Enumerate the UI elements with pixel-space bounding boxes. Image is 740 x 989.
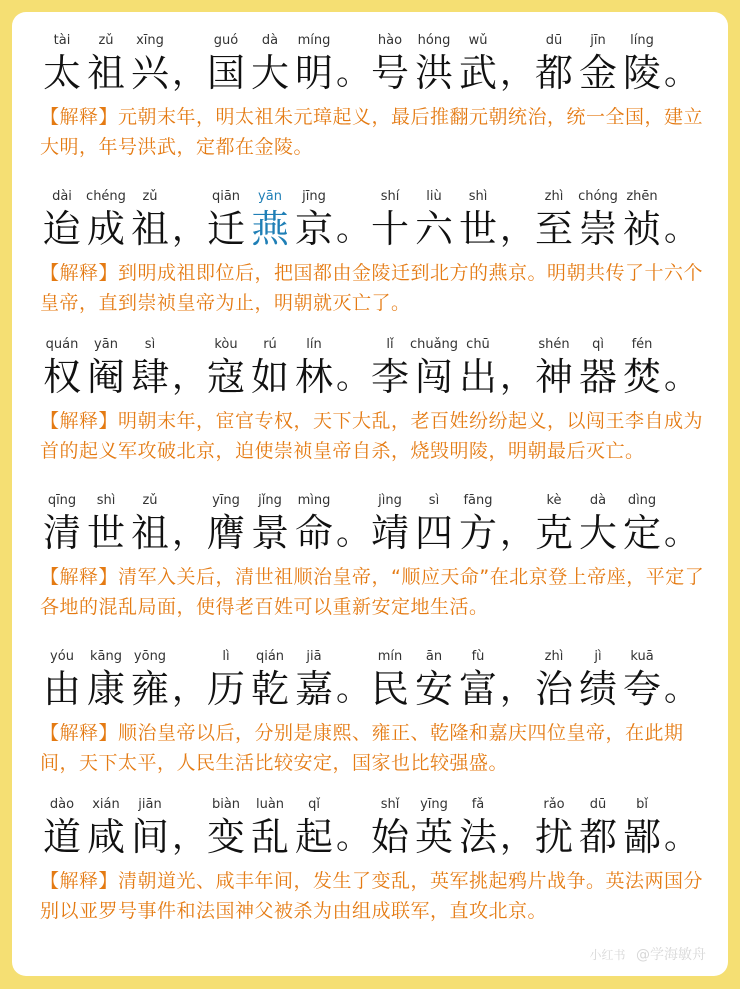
character [292, 32, 336, 96]
hanzi: 国 [206, 51, 245, 95]
pinyin: jīn [590, 33, 606, 48]
pinyin: xián [92, 797, 120, 812]
hanzi: 祖 [130, 511, 169, 555]
punctuation: ， [172, 669, 206, 709]
character [40, 648, 84, 712]
pinyin: shì [468, 189, 488, 204]
character [620, 648, 664, 712]
hanzi: 康 [86, 667, 125, 711]
explanation [40, 102, 710, 162]
character [412, 188, 456, 252]
character [620, 336, 664, 400]
hanzi: 由 [42, 667, 81, 711]
hanzi: 法 [458, 815, 497, 859]
hanzi: 器 [578, 355, 617, 399]
character [248, 188, 292, 252]
punctuation: ， [500, 669, 534, 709]
character [84, 32, 128, 96]
character [128, 32, 172, 96]
explanation-tag: 【解释】 [40, 870, 119, 892]
hanzi: 号 [370, 51, 409, 95]
character [532, 336, 576, 400]
character [292, 648, 336, 712]
character [204, 188, 248, 252]
pinyin: kuā [630, 649, 654, 664]
pinyin: biàn [211, 797, 241, 812]
character [368, 188, 412, 252]
phrase [40, 336, 204, 400]
verse-line [40, 336, 710, 400]
character [620, 796, 664, 860]
character [456, 648, 500, 712]
hanzi: 京 [294, 207, 333, 251]
hanzi: 明 [294, 51, 333, 95]
pinyin: chū [466, 337, 490, 352]
phrase [532, 492, 696, 556]
character [292, 492, 336, 556]
pinyin: fù [471, 649, 485, 664]
hanzi: 间 [130, 815, 169, 859]
hanzi: 寇 [206, 355, 245, 399]
pinyin: lín [306, 337, 322, 352]
hanzi: 祖 [86, 51, 125, 95]
character [292, 796, 336, 860]
character [248, 32, 292, 96]
character [576, 32, 620, 96]
punctuation: 。 [664, 669, 698, 709]
hanzi: 金 [578, 51, 617, 95]
watermark-author: @学海敏舟 [636, 947, 706, 963]
explanation [40, 866, 710, 926]
character [128, 796, 172, 860]
hanzi: 雍 [130, 667, 169, 711]
pinyin: jìng [378, 493, 402, 508]
punctuation: 。 [336, 53, 370, 93]
hanzi: 克 [534, 511, 573, 555]
pinyin: dà [589, 493, 607, 508]
phrase [40, 648, 204, 712]
pinyin: zǔ [142, 189, 158, 204]
hanzi: 迨 [42, 207, 81, 251]
pinyin: dìng [627, 493, 657, 508]
verse-line [40, 32, 710, 96]
pinyin: dū [545, 33, 563, 48]
explanation [40, 258, 710, 318]
pinyin: yóu [50, 649, 74, 664]
character [128, 336, 172, 400]
pinyin: dū [589, 797, 607, 812]
phrase [40, 492, 204, 556]
hanzi: 英 [414, 815, 453, 859]
explanation-tag: 【解释】 [40, 262, 119, 284]
character [368, 648, 412, 712]
punctuation: 。 [664, 53, 698, 93]
hanzi: 权 [42, 355, 81, 399]
pinyin: xīng [136, 33, 164, 48]
pinyin: kè [546, 493, 562, 508]
character [84, 188, 128, 252]
phrase [204, 648, 368, 712]
pinyin: qǐ [308, 797, 320, 812]
punctuation: ， [500, 817, 534, 857]
punctuation: ， [500, 513, 534, 553]
pinyin: wǔ [468, 33, 488, 48]
pinyin: qián [255, 649, 285, 664]
hanzi: 阉 [86, 355, 125, 399]
verse-list [40, 32, 710, 952]
explanation-tag: 【解释】 [40, 410, 119, 432]
hanzi: 太 [42, 51, 81, 95]
pinyin: guó [213, 33, 239, 48]
phrase [368, 188, 532, 252]
pinyin: qīng [47, 493, 77, 508]
phrase [204, 188, 368, 252]
pinyin: jiā [306, 649, 322, 664]
character [409, 336, 459, 400]
hanzi: 崇 [578, 207, 617, 251]
phrase [532, 188, 696, 252]
pinyin: zǔ [98, 33, 114, 48]
punctuation: 。 [336, 513, 370, 553]
pinyin: chóng [578, 189, 618, 204]
pinyin: fāng [463, 493, 493, 508]
hanzi: 乾 [250, 667, 289, 711]
punctuation: ， [172, 357, 206, 397]
hanzi: 景 [250, 511, 289, 555]
pinyin: sì [144, 337, 156, 352]
punctuation: 。 [336, 209, 370, 249]
hanzi: 肆 [130, 355, 169, 399]
hanzi: 方 [458, 511, 497, 555]
character [40, 796, 84, 860]
hanzi: 绩 [578, 667, 617, 711]
hanzi: 道 [42, 815, 81, 859]
pinyin: zhì [544, 649, 564, 664]
pinyin: jì [594, 649, 602, 664]
content-card [12, 12, 728, 976]
punctuation: ， [172, 817, 206, 857]
pinyin: dài [52, 189, 72, 204]
character [456, 188, 500, 252]
phrase [368, 336, 532, 400]
pinyin: zhēn [626, 189, 658, 204]
hanzi: 治 [534, 667, 573, 711]
hanzi: 祯 [622, 207, 661, 251]
character [456, 336, 500, 400]
pinyin: yīng [420, 797, 448, 812]
pinyin: qiān [211, 189, 241, 204]
character [40, 492, 84, 556]
pinyin: jīng [302, 189, 326, 204]
punctuation: 。 [664, 513, 698, 553]
hanzi: 富 [458, 667, 497, 711]
verse-block [40, 32, 710, 188]
watermark [590, 944, 706, 964]
character [412, 648, 456, 712]
pinyin: kòu [214, 337, 238, 352]
pinyin: shǐ [380, 797, 400, 812]
pinyin: yōng [133, 649, 167, 664]
character [248, 648, 292, 712]
explanation-text: 明朝末年，宦官专权，天下大乱，老百姓纷纷起义，以闯王李自成为首的起义军攻破北京，迫使崇祯皇帝自杀，烧毁明陵，明朝最后灭亡。 [40, 410, 704, 462]
pinyin: sì [428, 493, 440, 508]
pinyin: luàn [255, 797, 285, 812]
verse-line [40, 492, 710, 556]
hanzi: 武 [458, 51, 497, 95]
phrase [532, 336, 696, 400]
pinyin: lì [222, 649, 230, 664]
verse-line [40, 796, 710, 860]
hanzi: 世 [458, 207, 497, 251]
punctuation: ， [172, 209, 206, 249]
character [204, 32, 248, 96]
pinyin: bǐ [636, 797, 648, 812]
explanation-text: 元朝末年，明太祖朱元璋起义，最后推翻元朝统治，统一全国，建立大明，年号洪武，定都在金陵。 [40, 106, 704, 158]
phrase [204, 796, 368, 860]
hanzi: 变 [206, 815, 245, 859]
pinyin: yīng [212, 493, 240, 508]
character [532, 32, 576, 96]
hanzi: 四 [414, 511, 453, 555]
character [368, 336, 412, 400]
hanzi: 陵 [622, 51, 661, 95]
pinyin: chuǎng [409, 337, 459, 352]
punctuation: ， [172, 53, 206, 93]
verse-line [40, 648, 710, 712]
phrase [368, 796, 532, 860]
hanzi: 靖 [370, 511, 409, 555]
hanzi: 焚 [622, 355, 661, 399]
pinyin: shì [96, 493, 116, 508]
hanzi: 历 [206, 667, 245, 711]
character [412, 492, 456, 556]
pinyin: ān [425, 649, 443, 664]
character [204, 796, 248, 860]
hanzi: 成 [86, 207, 125, 251]
phrase [368, 492, 532, 556]
explanation-tag: 【解释】 [40, 106, 119, 128]
pinyin: fǎ [471, 797, 485, 812]
phrase [40, 796, 204, 860]
hanzi: 夸 [622, 667, 661, 711]
hanzi: 膺 [206, 511, 245, 555]
hanzi: 民 [370, 667, 409, 711]
character [412, 32, 456, 96]
hanzi: 六 [414, 207, 453, 251]
punctuation: 。 [664, 357, 698, 397]
hanzi: 迁 [206, 207, 245, 251]
punctuation: ， [172, 513, 206, 553]
pinyin: yān [94, 337, 118, 352]
phrase [368, 648, 532, 712]
phrase [368, 32, 532, 96]
phrase [532, 648, 696, 712]
explanation-text: 清朝道光、咸丰年间，发生了变乱，英军挑起鸦片战争。英法两国分别以亚罗号事件和法国神父被杀为由组成联军，直攻北京。 [40, 870, 704, 922]
hanzi: 祖 [130, 207, 169, 251]
hanzi: 乱 [250, 815, 289, 859]
pinyin: yān [258, 189, 282, 204]
hanzi: 如 [250, 355, 289, 399]
phrase [204, 336, 368, 400]
punctuation: 。 [664, 817, 698, 857]
explanation-text: 清军入关后，清世祖顺治皇帝，“顺应天命”在北京登上帝座，平定了各地的混乱局面，使得老百姓可以重新安定地生活。 [40, 566, 705, 618]
explanation-tag: 【解释】 [40, 722, 119, 744]
pinyin: dà [261, 33, 279, 48]
character [84, 492, 128, 556]
hanzi: 起 [294, 815, 333, 859]
character [248, 796, 292, 860]
pinyin: shén [538, 337, 570, 352]
hanzi: 燕 [250, 207, 289, 251]
character [576, 796, 620, 860]
pinyin: hóng [417, 33, 451, 48]
verse-block [40, 648, 710, 796]
verse-block [40, 796, 710, 952]
character [128, 188, 172, 252]
pinyin: kāng [90, 649, 122, 664]
hanzi: 李 [370, 355, 409, 399]
pinyin: dào [49, 797, 75, 812]
hanzi: 神 [534, 355, 573, 399]
character [128, 648, 172, 712]
hanzi: 十 [370, 207, 409, 251]
character [620, 188, 664, 252]
character [84, 796, 128, 860]
character [40, 32, 84, 96]
character [292, 188, 336, 252]
character [84, 648, 128, 712]
hanzi: 至 [534, 207, 573, 251]
explanation-text: 顺治皇帝以后，分别是康熙、雍正、乾隆和嘉庆四位皇帝，在此期间，天下太平，人民生活比较安定，国家也比较强盛。 [40, 722, 684, 774]
watermark-app: 小红书 [589, 948, 626, 962]
hanzi: 兴 [130, 51, 169, 95]
hanzi: 扰 [534, 815, 573, 859]
hanzi: 大 [250, 51, 289, 95]
character [248, 492, 292, 556]
hanzi: 命 [294, 511, 333, 555]
explanation-text: 到明成祖即位后，把国都由金陵迁到北方的燕京。明朝共传了十六个皇帝，直到崇祯皇帝为止，明朝就灭亡了。 [40, 262, 704, 314]
hanzi: 闯 [414, 355, 453, 399]
character [532, 648, 576, 712]
character [456, 32, 500, 96]
punctuation: 。 [336, 669, 370, 709]
character [368, 492, 412, 556]
character [204, 648, 248, 712]
character [532, 188, 576, 252]
explanation [40, 406, 710, 466]
character [532, 492, 576, 556]
character [532, 796, 576, 860]
verse-line [40, 188, 710, 252]
punctuation: 。 [664, 209, 698, 249]
punctuation: ， [500, 209, 534, 249]
pinyin: zǔ [142, 493, 158, 508]
character [368, 796, 412, 860]
phrase [40, 32, 204, 96]
character [620, 492, 664, 556]
phrase [40, 188, 204, 252]
verse-block [40, 492, 710, 648]
pinyin: míng [297, 33, 331, 48]
hanzi: 咸 [86, 815, 125, 859]
character [576, 648, 620, 712]
character [204, 336, 248, 400]
hanzi: 世 [86, 511, 125, 555]
pinyin: líng [630, 33, 654, 48]
character [84, 336, 128, 400]
pinyin: liù [426, 189, 442, 204]
punctuation: 。 [336, 817, 370, 857]
character [128, 492, 172, 556]
character [368, 32, 412, 96]
hanzi: 鄙 [622, 815, 661, 859]
phrase [532, 32, 696, 96]
character [576, 492, 620, 556]
pinyin: mìng [297, 493, 331, 508]
character [456, 492, 500, 556]
character [576, 336, 620, 400]
explanation [40, 562, 710, 622]
pinyin: zhì [544, 189, 564, 204]
punctuation: ， [500, 53, 534, 93]
character [40, 188, 84, 252]
phrase [204, 32, 368, 96]
pinyin: qì [592, 337, 604, 352]
pinyin: tài [53, 33, 71, 48]
character [456, 796, 500, 860]
hanzi: 都 [578, 815, 617, 859]
hanzi: 清 [42, 511, 81, 555]
character [204, 492, 248, 556]
pinyin: rǎo [543, 797, 565, 812]
hanzi: 始 [370, 815, 409, 859]
hanzi: 洪 [414, 51, 453, 95]
character [412, 796, 456, 860]
hanzi: 嘉 [294, 667, 333, 711]
character [620, 32, 664, 96]
phrase [532, 796, 696, 860]
punctuation: 。 [336, 357, 370, 397]
hanzi: 定 [622, 511, 661, 555]
hanzi: 都 [534, 51, 573, 95]
pinyin: shí [380, 189, 400, 204]
hanzi: 大 [578, 511, 617, 555]
pinyin: fén [631, 337, 653, 352]
pinyin: rú [263, 337, 277, 352]
explanation [40, 718, 710, 778]
punctuation: ， [500, 357, 534, 397]
hanzi: 安 [414, 667, 453, 711]
character [40, 336, 84, 400]
character [248, 336, 292, 400]
character [292, 336, 336, 400]
pinyin: chéng [86, 189, 126, 204]
pinyin: jiān [138, 797, 162, 812]
pinyin: hào [377, 33, 403, 48]
pinyin: mín [377, 649, 403, 664]
character [576, 188, 620, 252]
explanation-tag: 【解释】 [40, 566, 119, 588]
verse-block [40, 188, 710, 336]
phrase [204, 492, 368, 556]
hanzi: 林 [294, 355, 333, 399]
pinyin: quán [45, 337, 79, 352]
pinyin: jǐng [258, 493, 282, 508]
pinyin: lǐ [386, 337, 394, 352]
verse-block [40, 336, 710, 492]
hanzi: 出 [458, 355, 497, 399]
